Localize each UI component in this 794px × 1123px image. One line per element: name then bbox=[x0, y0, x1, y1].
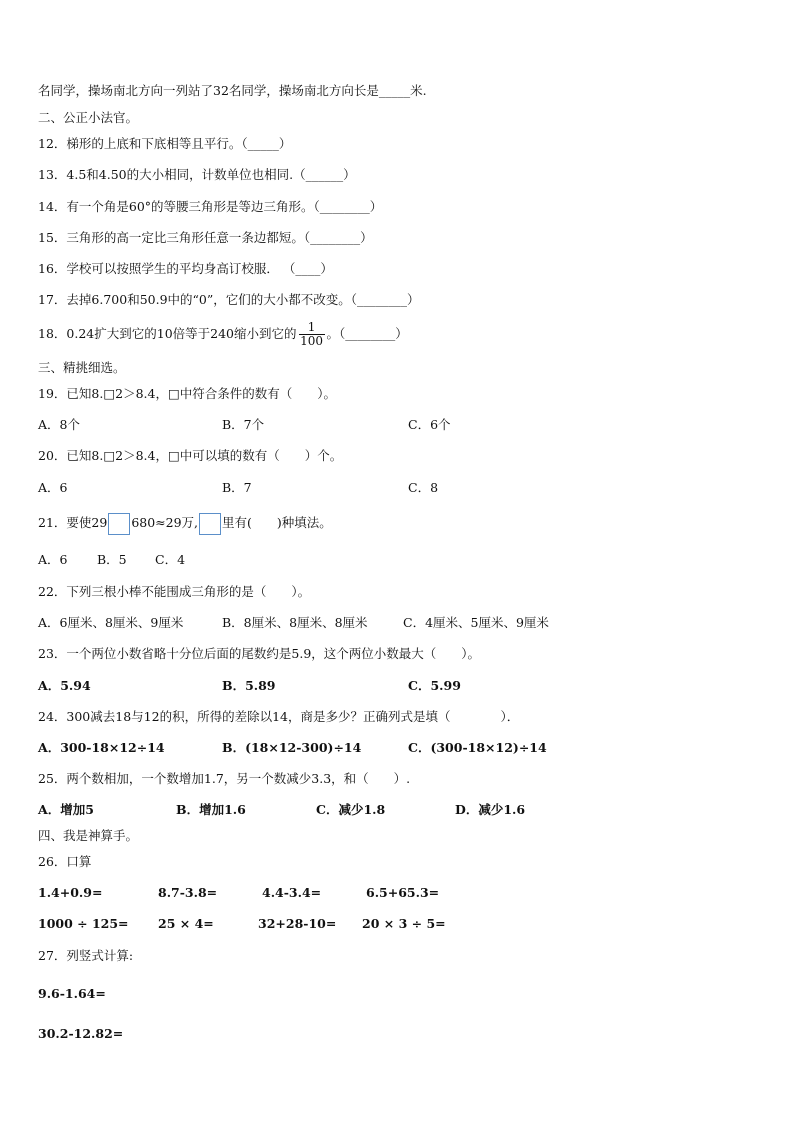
question-18-blank: 。（________） bbox=[326, 326, 408, 341]
q22-option-b: B．8厘米、8厘米、8厘米 bbox=[222, 615, 368, 630]
q20-option-c: C．8 bbox=[408, 480, 439, 495]
q23-option-a: A．5.94 bbox=[38, 678, 91, 693]
question-12: 12．梯形的上底和下底相等且平行。（_____） bbox=[38, 136, 292, 151]
q22-option-a: A．6厘米、8厘米、9厘米 bbox=[38, 615, 184, 630]
question-24: 24．300减去18与12的积，所得的差除以14，商是多少？正确列式是填（ ）． bbox=[38, 709, 520, 724]
section-3-title: 三、精挑细选。 bbox=[38, 360, 126, 375]
question-14: 14．有一个角是60°的等腰三角形是等边三角形。（________） bbox=[38, 199, 383, 214]
q20-option-a: A．6 bbox=[38, 480, 68, 495]
oral-calc-item: 8.7-3.8= bbox=[158, 885, 218, 900]
vertical-calc-item: 30.2-12.82= bbox=[38, 1026, 124, 1041]
question-21-part-1: 21．要使29 bbox=[38, 515, 108, 530]
q19-option-c: C．6个 bbox=[408, 417, 451, 432]
question-16: 16．学校可以按照学生的平均身高订校服． （____） bbox=[38, 261, 333, 276]
question-20: 20．已知8.□2＞8.4，□中可以填的数有（ ）个。 bbox=[38, 448, 343, 463]
question-21 bbox=[38, 511, 332, 535]
blank-box bbox=[108, 513, 130, 535]
q21-option-c: C．4 bbox=[155, 552, 186, 567]
q23-option-c: C．5.99 bbox=[408, 678, 461, 693]
section-4-title: 四、我是神算手。 bbox=[38, 828, 139, 843]
fraction-denominator: 100 bbox=[300, 334, 323, 348]
q24-option-b: B．(18×12-300)÷14 bbox=[222, 740, 362, 755]
q19-option-b: B．7个 bbox=[222, 417, 265, 432]
question-18 bbox=[38, 318, 408, 350]
intro-line: 名同学，操场南北方向一列站了32名同学，操场南北方向长是_____米. bbox=[38, 83, 427, 98]
q21-option-a: A．6 bbox=[38, 552, 68, 567]
q24-option-c: C．(300-18×12)÷14 bbox=[408, 740, 547, 755]
oral-calc-item: 20 × 3 ÷ 5= bbox=[362, 916, 446, 931]
question-15: 15．三角形的高一定比三角形任意一条边都短。（________） bbox=[38, 230, 373, 245]
q22-option-c: C．4厘米、5厘米、9厘米 bbox=[403, 615, 549, 630]
question-23: 23．一个两位小数省略十分位后面的尾数约是5.9，这个两位小数最大（ ）。 bbox=[38, 646, 481, 661]
q21-option-b: B．5 bbox=[97, 552, 127, 567]
oral-calc-item: 32+28-10= bbox=[258, 916, 337, 931]
question-21-part-2: 680≈29万, bbox=[131, 515, 199, 530]
oral-calc-item: 4.4-3.4= bbox=[262, 885, 322, 900]
question-17: 17．去掉6.700和50.9中的“0”，它们的大小都不改变。（________） bbox=[38, 292, 420, 307]
question-13: 13．4.5和4.50的大小相同，计数单位也相同.（______） bbox=[38, 167, 356, 182]
question-25: 25．两个数相加，一个数增加1.7，另一个数减少3.3，和（ ）. bbox=[38, 771, 411, 786]
question-26-title: 26．口算 bbox=[38, 854, 92, 869]
oral-calc-item: 1000 ÷ 125= bbox=[38, 916, 129, 931]
fraction-numerator: 1 bbox=[307, 320, 316, 334]
q25-option-d: D．减少1.6 bbox=[455, 802, 526, 817]
oral-calc-item: 25 × 4= bbox=[158, 916, 214, 931]
question-19: 19．已知8.□2＞8.4，□中符合条件的数有（ ）。 bbox=[38, 386, 337, 401]
question-27-title: 27．列竖式计算: bbox=[38, 948, 134, 963]
q25-option-c: C．减少1.8 bbox=[316, 802, 386, 817]
q20-option-b: B．7 bbox=[222, 480, 252, 495]
blank-box bbox=[199, 513, 221, 535]
question-21-part-3: 里有( )种填法。 bbox=[222, 515, 332, 530]
q23-option-b: B．5.89 bbox=[222, 678, 276, 693]
q25-option-a: A．增加5 bbox=[38, 802, 94, 817]
vertical-calc-item: 9.6-1.64= bbox=[38, 986, 106, 1001]
section-2-title: 二、公正小法官。 bbox=[38, 110, 139, 125]
fraction-one-hundredth bbox=[299, 321, 325, 348]
q24-option-a: A．300-18×12÷14 bbox=[38, 740, 165, 755]
oral-calc-item: 6.5+65.3= bbox=[366, 885, 440, 900]
oral-calc-item: 1.4+0.9= bbox=[38, 885, 103, 900]
question-18-text: 18．0.24扩大到它的10倍等于240缩小到它的 bbox=[38, 326, 297, 341]
question-22: 22．下列三根小棒不能围成三角形的是（ ）。 bbox=[38, 584, 311, 599]
q25-option-b: B．增加1.6 bbox=[176, 802, 246, 817]
q19-option-a: A．8个 bbox=[38, 417, 80, 432]
